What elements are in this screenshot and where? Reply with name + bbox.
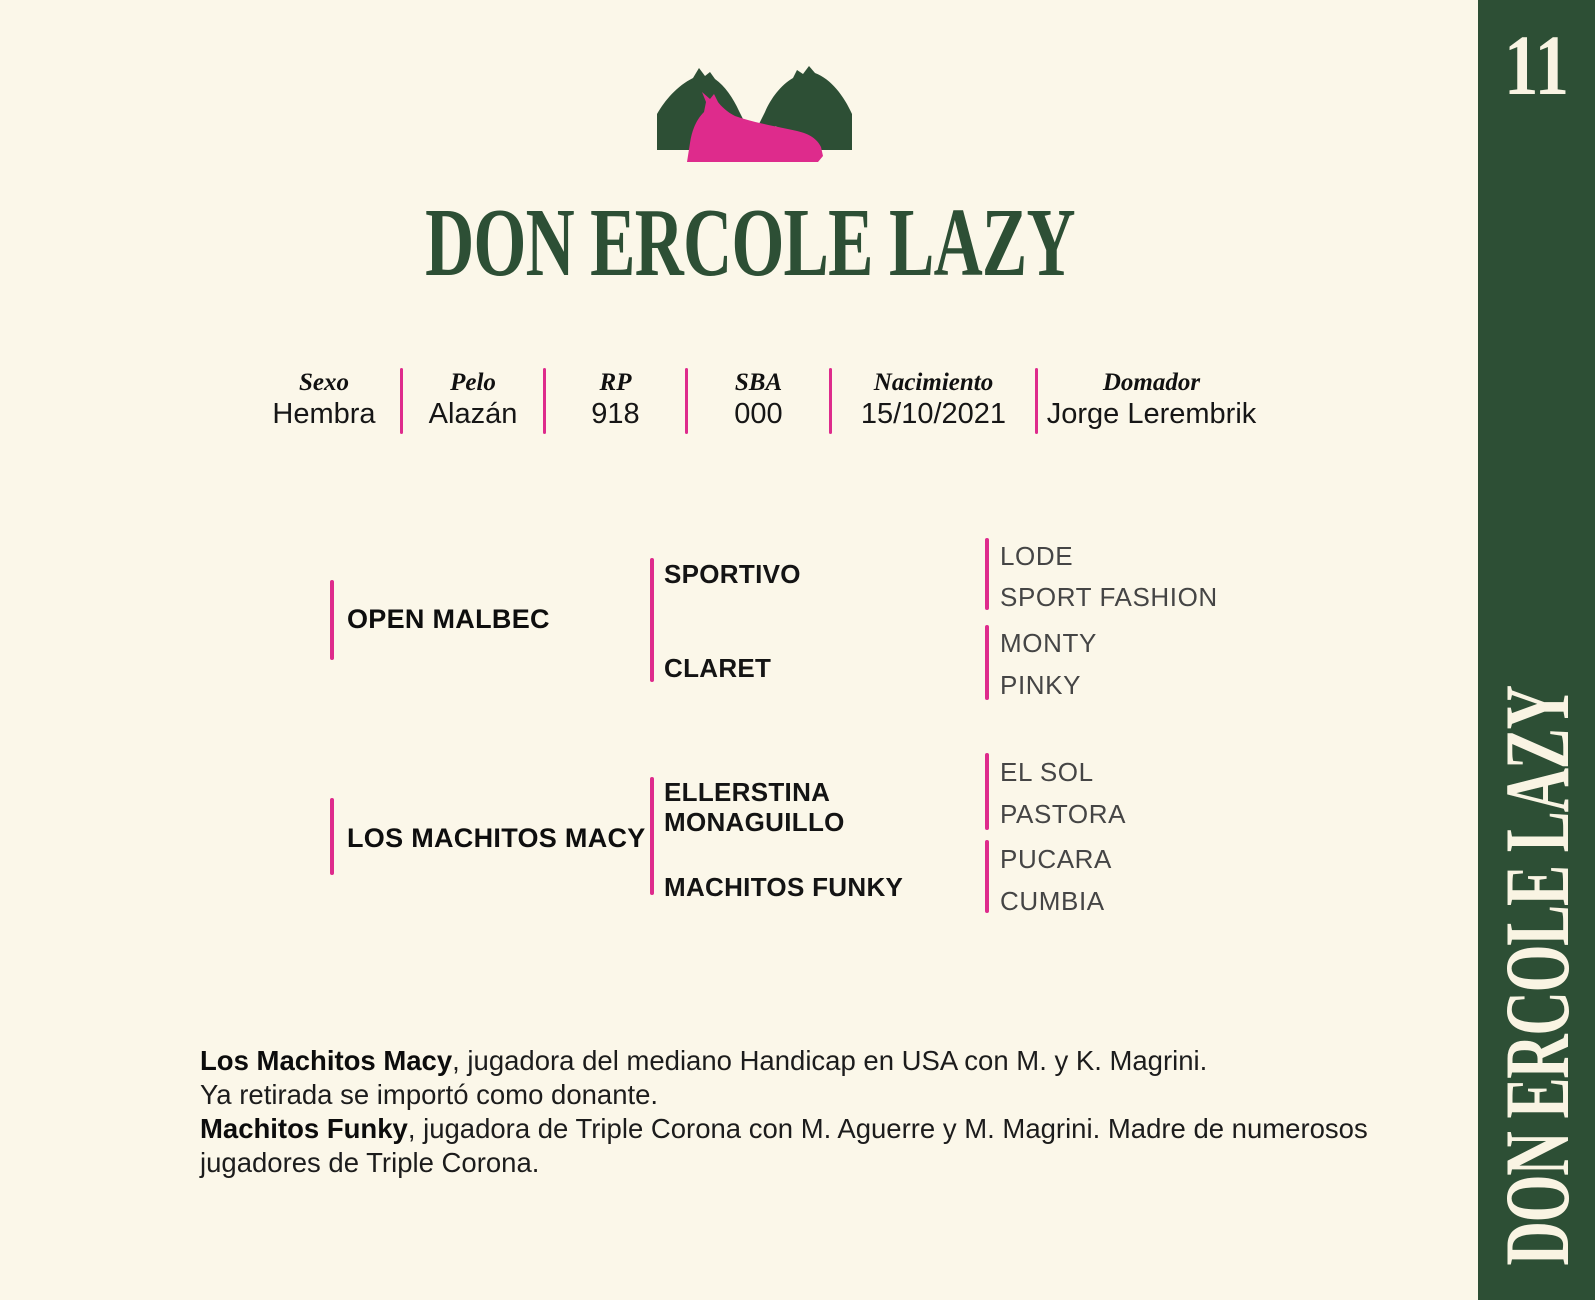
- info-value: Alazán: [428, 398, 518, 431]
- info-label: Pelo: [450, 369, 496, 396]
- note-dam: [200, 1044, 1385, 1112]
- pedigree-bar: [985, 753, 989, 830]
- note-dam-lead: Los Machitos Macy: [200, 1045, 453, 1076]
- pedigree-bar: [985, 538, 989, 610]
- info-label: SBA: [734, 369, 783, 396]
- note-dam-line2: Ya retirada se importó como donante.: [200, 1079, 659, 1110]
- info-value: 15/10/2021: [860, 398, 1007, 431]
- page-title: DON ERCOLE LAZY: [425, 189, 1075, 296]
- pedigree-bar: [330, 798, 334, 875]
- pedigree-bar: [650, 777, 654, 895]
- note-granddam-text: , jugadora de Triple Corona con M. Aguerre y M. Magrini. Madre de numerosos jugadores de Triple Corona.: [200, 1113, 1368, 1178]
- dam-dam-name: MACHITOS FUNKY: [664, 872, 904, 902]
- dam-name: LOS MACHITOS MACY: [347, 823, 646, 853]
- sire-dam-sire-name: MONTY: [1000, 628, 1097, 658]
- info-field-sexo: [248, 368, 400, 434]
- dam-sire-name: ELLERSTINA MONAGUILLO: [664, 777, 845, 837]
- sire-sire-dam-name: SPORT FASHION: [1000, 582, 1218, 612]
- info-value: 918: [591, 398, 640, 431]
- info-field-domador: [1038, 368, 1265, 434]
- note-dam-text: , jugadora del mediano Handicap en USA con M. y K. Magrini.: [452, 1045, 1208, 1076]
- sire-name: OPEN MALBEC: [347, 604, 550, 634]
- info-field-nacimiento: [832, 368, 1035, 434]
- sire-dam-name: CLARET: [664, 653, 772, 683]
- notes-section: [200, 1044, 1385, 1180]
- sidebar-vertical-title: [1478, 687, 1595, 1266]
- info-value: Jorge Lerembrik: [1046, 398, 1257, 431]
- note-granddam-lead: Machitos Funky: [200, 1113, 408, 1144]
- sire-sire-name: SPORTIVO: [664, 559, 801, 589]
- pedigree-bar: [330, 580, 334, 660]
- info-label: Domador: [1102, 369, 1201, 396]
- pedigree-bar: [985, 840, 989, 913]
- info-field-pelo: [403, 368, 543, 434]
- info-value: 000: [734, 398, 783, 431]
- note-granddam: [200, 1112, 1385, 1180]
- info-label: RP: [599, 369, 632, 396]
- pedigree-bar: [985, 625, 989, 700]
- dam-sire-sire-name: EL SOL: [1000, 757, 1094, 787]
- sidebar: [1478, 0, 1595, 1300]
- info-row: [248, 368, 1268, 434]
- sidebar-vertical-title-text: DON ERCOLE LAZY: [1485, 686, 1588, 1266]
- info-label: Sexo: [299, 369, 349, 396]
- info-field-sba: [688, 368, 829, 434]
- info-label: Nacimiento: [873, 369, 994, 396]
- info-field-rp: [546, 368, 685, 434]
- horses-logo: [657, 66, 852, 162]
- sire-sire-sire-name: LODE: [1000, 541, 1074, 571]
- dam-sire-dam-name: PASTORA: [1000, 799, 1127, 829]
- pedigree-bar: [650, 558, 654, 682]
- dam-dam-dam-name: CUMBIA: [1000, 886, 1105, 916]
- page-number: 11: [1503, 17, 1569, 113]
- info-value: Hembra: [272, 398, 376, 431]
- sire-dam-dam-name: PINKY: [1000, 670, 1082, 700]
- dam-dam-sire-name: PUCARA: [1000, 844, 1112, 874]
